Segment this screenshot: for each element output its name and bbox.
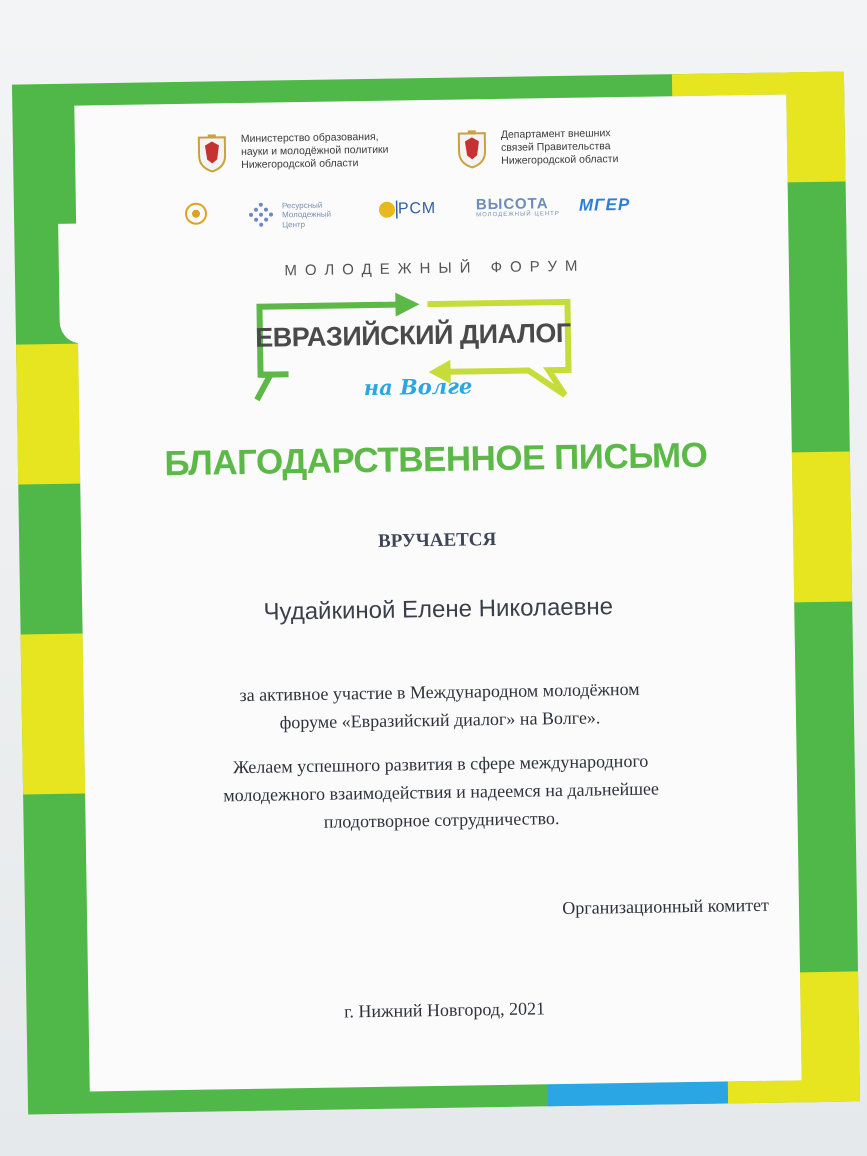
wishes-line-1: Желаем успешного развития в сфере международного <box>232 750 649 778</box>
awarded-label: ВРУЧАЕТСЯ <box>377 529 497 552</box>
letter-title: БЛАГОДАРСТВЕННОЕ ПИСЬМО <box>164 435 708 484</box>
rmc-line-2: Молодежный <box>281 209 332 220</box>
rmc-logo-icon <box>246 200 276 230</box>
certificate-content <box>74 94 801 1091</box>
certificate-sheet <box>12 72 860 1115</box>
emblem-logo-icon <box>184 202 208 226</box>
rmc-line-3: Центр <box>282 219 306 230</box>
vysota-label: ВЫСОТА <box>475 195 549 214</box>
ministry-line-3: Нижегородской области <box>241 157 359 172</box>
frame-yellow-left-2 <box>21 634 86 795</box>
frame-yellow-right-1 <box>786 72 846 183</box>
reason-line-1: за активное участие в Международном молодёжном <box>239 678 640 706</box>
ministry-line-2: науки и молодёжной политики <box>240 143 389 159</box>
partner-vysota <box>476 196 560 218</box>
partner-emblem <box>184 202 208 226</box>
coat-of-arms-icon <box>195 133 230 174</box>
rsm-label: РСМ <box>397 199 437 218</box>
coat-of-arms-icon <box>455 129 490 170</box>
reason-line-2: форуме «Евразийский диалог» на Волге». <box>279 707 601 733</box>
place-date: г. Нижний Новгород, 2021 <box>343 998 546 1022</box>
department-line-2: связей Правительства <box>500 140 611 154</box>
wishes-line-3: плодотворное сотрудничество. <box>323 808 560 832</box>
wishes-text <box>115 745 768 839</box>
frame-yellow-left-1 <box>16 344 80 485</box>
frame-blue-bottom <box>548 1081 728 1106</box>
department-line-1: Департамент внешних <box>500 127 611 141</box>
department-block <box>455 127 619 170</box>
frame-yellow-right-2 <box>792 451 852 602</box>
ministry-block <box>195 131 389 174</box>
department-line-3: Нижегородской области <box>501 153 619 167</box>
rmc-line-1: Ресурсный <box>281 200 323 211</box>
partner-mger <box>579 195 631 216</box>
forum-title: ЕВРАЗИЙСКИЙ ДИАЛОГ <box>255 317 571 353</box>
committee-signature: Организационный комитет <box>562 894 770 919</box>
reason-text <box>123 673 756 739</box>
forum-subtitle: на Волге <box>363 373 473 401</box>
partner-rmc <box>246 200 332 231</box>
ministry-line-1: Министерство образования, <box>240 130 379 146</box>
partner-rsm <box>376 198 437 221</box>
rsm-logo-icon <box>376 199 398 221</box>
frame-yellow-bottom <box>728 1079 860 1103</box>
vysota-sublabel: МОЛОДЕЖНЫЙ ЦЕНТР <box>476 211 560 219</box>
mger-label: МГЕР <box>578 194 631 215</box>
forum-label: МОЛОДЕЖНЫЙ ФОРУМ <box>284 257 586 280</box>
wishes-line-2: молодежного взаимодействия и надеемся на дальнейшее <box>223 778 660 806</box>
recipient-name: Чудайкиной Елене Николаевне <box>263 593 614 626</box>
partners-row <box>76 192 788 239</box>
organizers-row <box>75 124 788 195</box>
forum-logo <box>247 279 609 415</box>
